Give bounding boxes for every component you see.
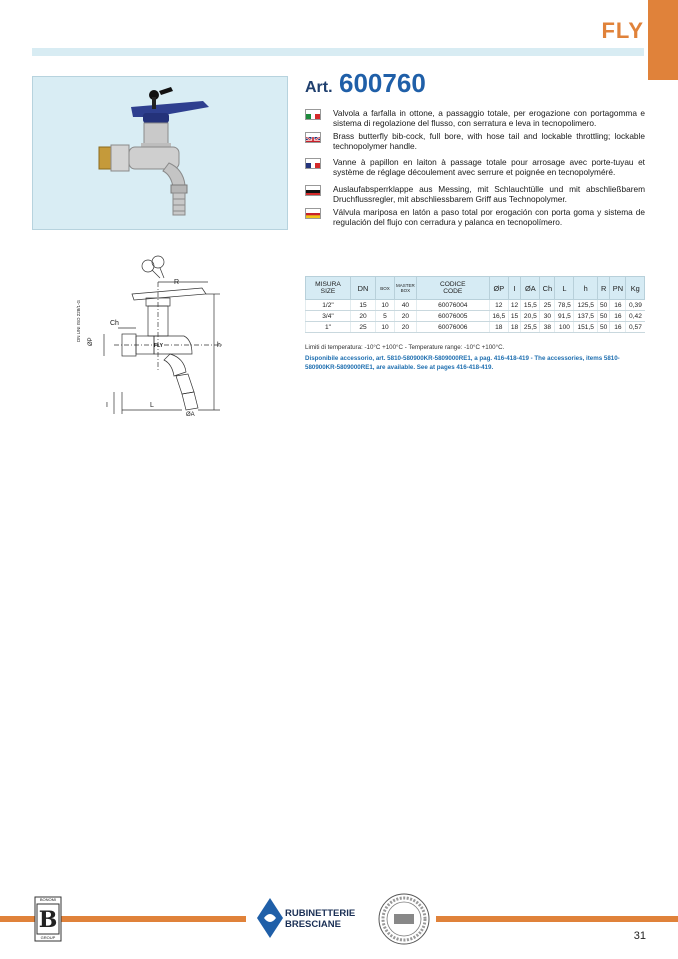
valve-photo-icon	[33, 77, 287, 229]
dim-h-label: h	[217, 342, 221, 349]
uk-flag-icon	[305, 132, 321, 143]
col-code: CODICE CODE	[416, 277, 489, 300]
rb-emblem-icon	[255, 896, 285, 940]
col-l: L	[555, 277, 574, 300]
italy-flag-icon	[305, 109, 321, 120]
dim-i-label: I	[106, 402, 108, 409]
description-it	[305, 108, 645, 130]
section-brand: FLY	[601, 18, 644, 43]
col-p: ØP	[489, 277, 508, 300]
description-text: Brass butterfly bib-cock, full bore, with hose tail and lockable throttling; lockable technopolymer handle.	[333, 131, 645, 151]
col-kg: Kg	[626, 277, 645, 300]
iso-certification-seal-icon	[377, 892, 431, 946]
technical-drawing	[74, 242, 284, 426]
col-size: MISURA SIZE	[306, 277, 351, 300]
article-number: 600760	[339, 68, 426, 98]
dim-l-label: L	[150, 402, 154, 409]
description-en	[305, 131, 645, 153]
page-number: 31	[633, 930, 646, 942]
rubinetterie-bresciane-logo: RUBINETTERIE BRESCIANE	[255, 896, 367, 940]
description-text: Vanne à papillon en laiton à passage totale pour arrosage avec porte-tuyau et système de réglage découlement avec serrure et poignée en tecnopolyméré.	[333, 157, 645, 177]
spec-table	[305, 276, 645, 333]
col-r: R	[597, 277, 609, 300]
col-h: h	[574, 277, 598, 300]
description-text: Válvula mariposa en latón a paso total por erogación con porta goma y sistema de regulación del flujo con cerradura y palanca en tecnopolímero.	[333, 207, 645, 227]
col-master-box: MASTER BOX	[395, 277, 417, 300]
col-ch: Ch	[540, 277, 555, 300]
drawing-standard: DN UNI ISO 228/1-G	[76, 299, 81, 342]
col-box: BOX	[376, 277, 395, 300]
svg-text:B: B	[38, 907, 58, 933]
table-row: 3/4" 20 5 20 60076005 16,5 15 20,5 30 91,5 137,5 50 16 0,42	[306, 311, 645, 322]
dim-p-label: ØP	[88, 337, 94, 346]
keys-icon	[142, 256, 164, 278]
dim-ch-label: Ch	[110, 320, 119, 327]
temperature-note: Limiti di temperatura: -10°C +100°C - Temperature range: -10°C +100°C.	[305, 344, 505, 351]
article-title	[305, 68, 426, 99]
description-de	[305, 184, 645, 206]
spain-flag-icon	[305, 208, 321, 219]
description-text: Valvola a farfalla in ottone, a passaggio totale, per erogazione con portagomma e sistema di regolazione del flusso, con serratura e leva in tecnopolimero.	[333, 108, 645, 128]
description-es	[305, 207, 645, 229]
bonomi-group-logo: B BONOMI GROUP	[34, 896, 62, 942]
article-prefix: Art.	[305, 79, 333, 96]
description-fr	[305, 157, 645, 179]
description-text: Auslaufabsperrklappe aus Messing, mit Schlauchtülle und mit abschließbarem Druchflussregler, mit abschliessbarem Griff aus Technopolymer.	[333, 184, 645, 204]
table-row: 1" 25 10 20 60076006 18 18 25,5 38 100 151,5 50 16 0,57	[306, 322, 645, 333]
product-photo	[32, 76, 288, 230]
section-tab	[648, 0, 678, 80]
table-header-row	[306, 277, 645, 300]
table-row: 1/2" 15 10 40 60076004 12 12 15,5 25 78,5 125,5 50 16 0,39	[306, 300, 645, 311]
col-pn: PN	[610, 277, 626, 300]
accessories-note: Disponibile accessorio, art. 5810-580900KR-5809000RE1, a pag. 416-418-419 - The accessories, items 5810-580900KR-5809000RE1, are available. See at pages 416-418-419.	[305, 355, 620, 371]
dim-r-label: R	[174, 279, 180, 286]
col-dn: DN	[351, 277, 376, 300]
dim-a-label: ØA	[186, 412, 195, 418]
drawing-brand: FLY	[154, 343, 163, 349]
col-a: ØA	[521, 277, 540, 300]
germany-flag-icon	[305, 185, 321, 196]
france-flag-icon	[305, 158, 321, 169]
header-bar	[32, 48, 644, 56]
col-i: I	[508, 277, 520, 300]
footer-line-right	[436, 916, 678, 922]
